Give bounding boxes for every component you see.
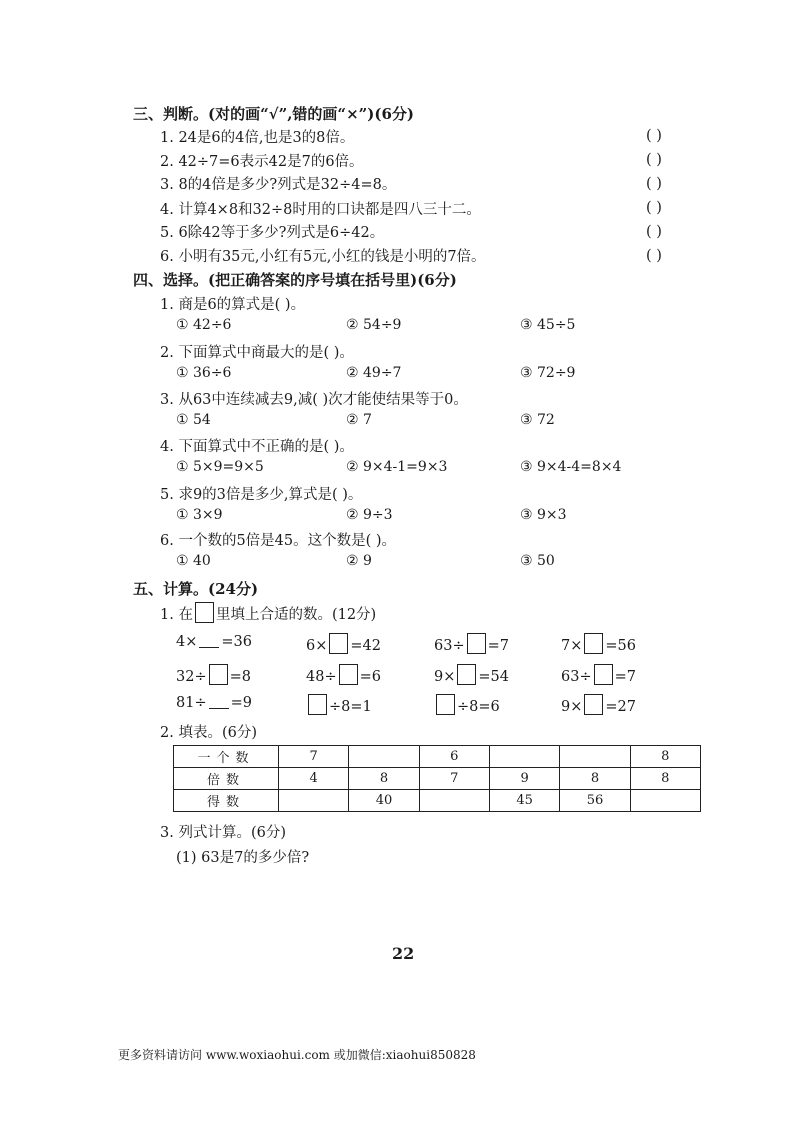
choice-option-6b[interactable]: ② 9 (346, 553, 372, 569)
eq-left: 6× (306, 638, 328, 654)
row-header: 得数 (174, 790, 279, 812)
judge-item-1: 1. 24是6的4倍,也是3的8倍。 (160, 130, 355, 146)
answer-box[interactable] (584, 694, 603, 715)
eq-left: 63÷ (561, 669, 592, 685)
equation-r2c4 (561, 664, 636, 685)
eq-right: =42 (350, 638, 381, 654)
answer-box[interactable] (308, 694, 327, 715)
equation-r2c3 (434, 664, 509, 685)
calc-sub-2-title: 2. 填表。(6分) (160, 725, 257, 741)
answer-blank[interactable] (199, 633, 219, 648)
choice-option-4c[interactable]: ③ 9×4-4=8×4 (520, 459, 622, 475)
choice-option-6c[interactable]: ③ 50 (520, 553, 555, 569)
page-number: 22 (392, 944, 415, 963)
judge-item-4: 4. 计算4×8和32÷8时用的口诀都是四八三十二。 (160, 202, 481, 218)
answer-blank[interactable] (209, 694, 229, 709)
answer-paren-3[interactable]: ( ) (646, 176, 662, 192)
answer-box[interactable] (467, 633, 486, 654)
judge-item-2: 2. 42÷7=6表示42是7的6倍。 (160, 154, 364, 170)
equation-r2c1 (176, 664, 251, 685)
answer-box[interactable] (329, 633, 348, 654)
calc-sub-3-title: 3. 列式计算。(6分) (160, 825, 286, 841)
equation-r1c4 (561, 633, 636, 654)
choice-question-5: 5. 求9的3倍是多少,算式是( )。 (160, 487, 363, 503)
choice-option-2b[interactable]: ② 49÷7 (346, 365, 402, 381)
calc-sub-1-title (160, 602, 376, 624)
choice-option-5b[interactable]: ② 9÷3 (346, 507, 393, 523)
eq-right: =54 (478, 669, 509, 685)
choice-question-6: 6. 一个数的5倍是45。这个数是( )。 (160, 533, 397, 549)
eq-right: =8 (229, 669, 251, 685)
choice-option-5a[interactable]: ① 3×9 (176, 507, 223, 523)
eq-right: ÷8=1 (329, 699, 372, 715)
eq-left: 9× (434, 669, 456, 685)
table-cell[interactable] (349, 746, 419, 768)
eq-right: =7 (487, 638, 509, 654)
choice-question-2: 2. 下面算式中商最大的是( )。 (160, 345, 354, 361)
answer-box[interactable] (436, 694, 455, 715)
section-4-title: 四、选择。(把正确答案的序号填在括号里)(6分) (133, 271, 457, 289)
choice-question-3: 3. 从63中连续减去9,减( )次才能使结果等于0。 (160, 392, 468, 408)
table-cell[interactable]: 8 (630, 746, 700, 768)
eq-right: =56 (605, 638, 636, 654)
row-header: 倍数 (174, 768, 279, 790)
equation-r3c3 (434, 694, 500, 715)
eq-right: =9 (230, 695, 252, 711)
eq-left: 4× (176, 634, 198, 650)
answer-box[interactable] (457, 664, 476, 685)
section-5-title: 五、计算。(24分) (133, 580, 259, 598)
eq-right: =6 (359, 669, 381, 685)
choice-option-1c[interactable]: ③ 45÷5 (520, 317, 576, 333)
choice-option-5c[interactable]: ③ 9×3 (520, 507, 567, 523)
answer-paren-4[interactable]: ( ) (646, 200, 662, 216)
answer-paren-5[interactable]: ( ) (646, 224, 662, 240)
choice-question-1: 1. 商是6的算式是( )。 (160, 297, 306, 313)
table-cell[interactable]: 8 (349, 768, 419, 790)
eq-left: 9× (561, 699, 583, 715)
section-3-title: 三、判断。(对的画“√”,错的画“×”)(6分) (133, 105, 414, 123)
footer-text: 更多资料请访问 www.woxiaohui.com 或加微信:xiaohui850828 (118, 1048, 476, 1062)
choice-option-6a[interactable]: ① 40 (176, 553, 211, 569)
eq-left: 63÷ (434, 638, 465, 654)
eq-right: =36 (221, 634, 252, 650)
table-row (174, 768, 701, 790)
row-header: 一个数 (174, 746, 279, 768)
equation-r1c3 (434, 633, 509, 654)
equation-r2c2 (306, 664, 381, 685)
eq-left: 7× (561, 638, 583, 654)
table-row (174, 746, 701, 768)
eq-left: 32÷ (176, 669, 207, 685)
judge-item-5: 5. 6除42等于多少?列式是6÷42。 (160, 225, 385, 241)
choice-option-3c[interactable]: ③ 72 (520, 412, 555, 428)
answer-box[interactable] (594, 664, 613, 685)
calc-sub-1-pre: 1. 在 (160, 607, 193, 623)
judge-item-3: 3. 8的4倍是多少?列式是32÷4=8。 (160, 177, 397, 193)
table-cell[interactable]: 56 (560, 790, 630, 812)
choice-option-4a[interactable]: ① 5×9=9×5 (176, 459, 264, 475)
equation-r3c2 (306, 694, 372, 715)
table-cell[interactable]: 7 (279, 746, 349, 768)
table-cell[interactable]: 9 (489, 768, 559, 790)
table-cell[interactable]: 7 (419, 768, 489, 790)
answer-paren-2[interactable]: ( ) (646, 152, 662, 168)
choice-option-3b[interactable]: ② 7 (346, 412, 372, 428)
choice-option-1a[interactable]: ① 42÷6 (176, 317, 232, 333)
equation-r1c2 (306, 633, 381, 654)
equation-r3c4 (561, 694, 636, 715)
table-cell[interactable] (630, 790, 700, 812)
table-row (174, 790, 701, 812)
choice-option-1b[interactable]: ② 54÷9 (346, 317, 402, 333)
table-cell[interactable]: 4 (279, 768, 349, 790)
fill-in-table (173, 745, 701, 812)
answer-box[interactable] (209, 664, 228, 685)
fill-box-example (195, 602, 214, 623)
equation-r1c1 (176, 633, 252, 650)
table-cell[interactable] (279, 790, 349, 812)
eq-left: 48÷ (306, 669, 337, 685)
eq-right: =7 (614, 669, 636, 685)
choice-question-4: 4. 下面算式中不正确的是( )。 (160, 439, 354, 455)
judge-item-6: 6. 小明有35元,小红有5元,小红的钱是小明的7倍。 (160, 249, 486, 265)
equation-r3c1 (176, 694, 252, 711)
eq-right: =27 (605, 699, 636, 715)
eq-right: ÷8=6 (457, 699, 500, 715)
answer-paren-1[interactable]: ( ) (646, 128, 662, 144)
choice-option-2c[interactable]: ③ 72÷9 (520, 365, 576, 381)
table-cell[interactable]: 40 (349, 790, 419, 812)
table-cell[interactable]: 8 (560, 768, 630, 790)
table-cell[interactable]: 45 (489, 790, 559, 812)
choice-option-4b[interactable]: ② 9×4-1=9×3 (346, 459, 448, 475)
table-cell[interactable]: 6 (419, 746, 489, 768)
choice-option-2a[interactable]: ① 36÷6 (176, 365, 232, 381)
answer-paren-6[interactable]: ( ) (646, 248, 662, 264)
table-cell[interactable] (560, 746, 630, 768)
answer-box[interactable] (339, 664, 358, 685)
table-cell[interactable] (489, 746, 559, 768)
calc-sub-1-post: 里填上合适的数。(12分) (215, 607, 377, 623)
choice-option-3a[interactable]: ① 54 (176, 412, 211, 428)
table-cell[interactable] (419, 790, 489, 812)
calc-sub-3-question-1: (1) 63是7的多少倍? (176, 850, 310, 866)
table-cell[interactable]: 8 (630, 768, 700, 790)
eq-left: 81÷ (176, 695, 207, 711)
answer-box[interactable] (584, 633, 603, 654)
